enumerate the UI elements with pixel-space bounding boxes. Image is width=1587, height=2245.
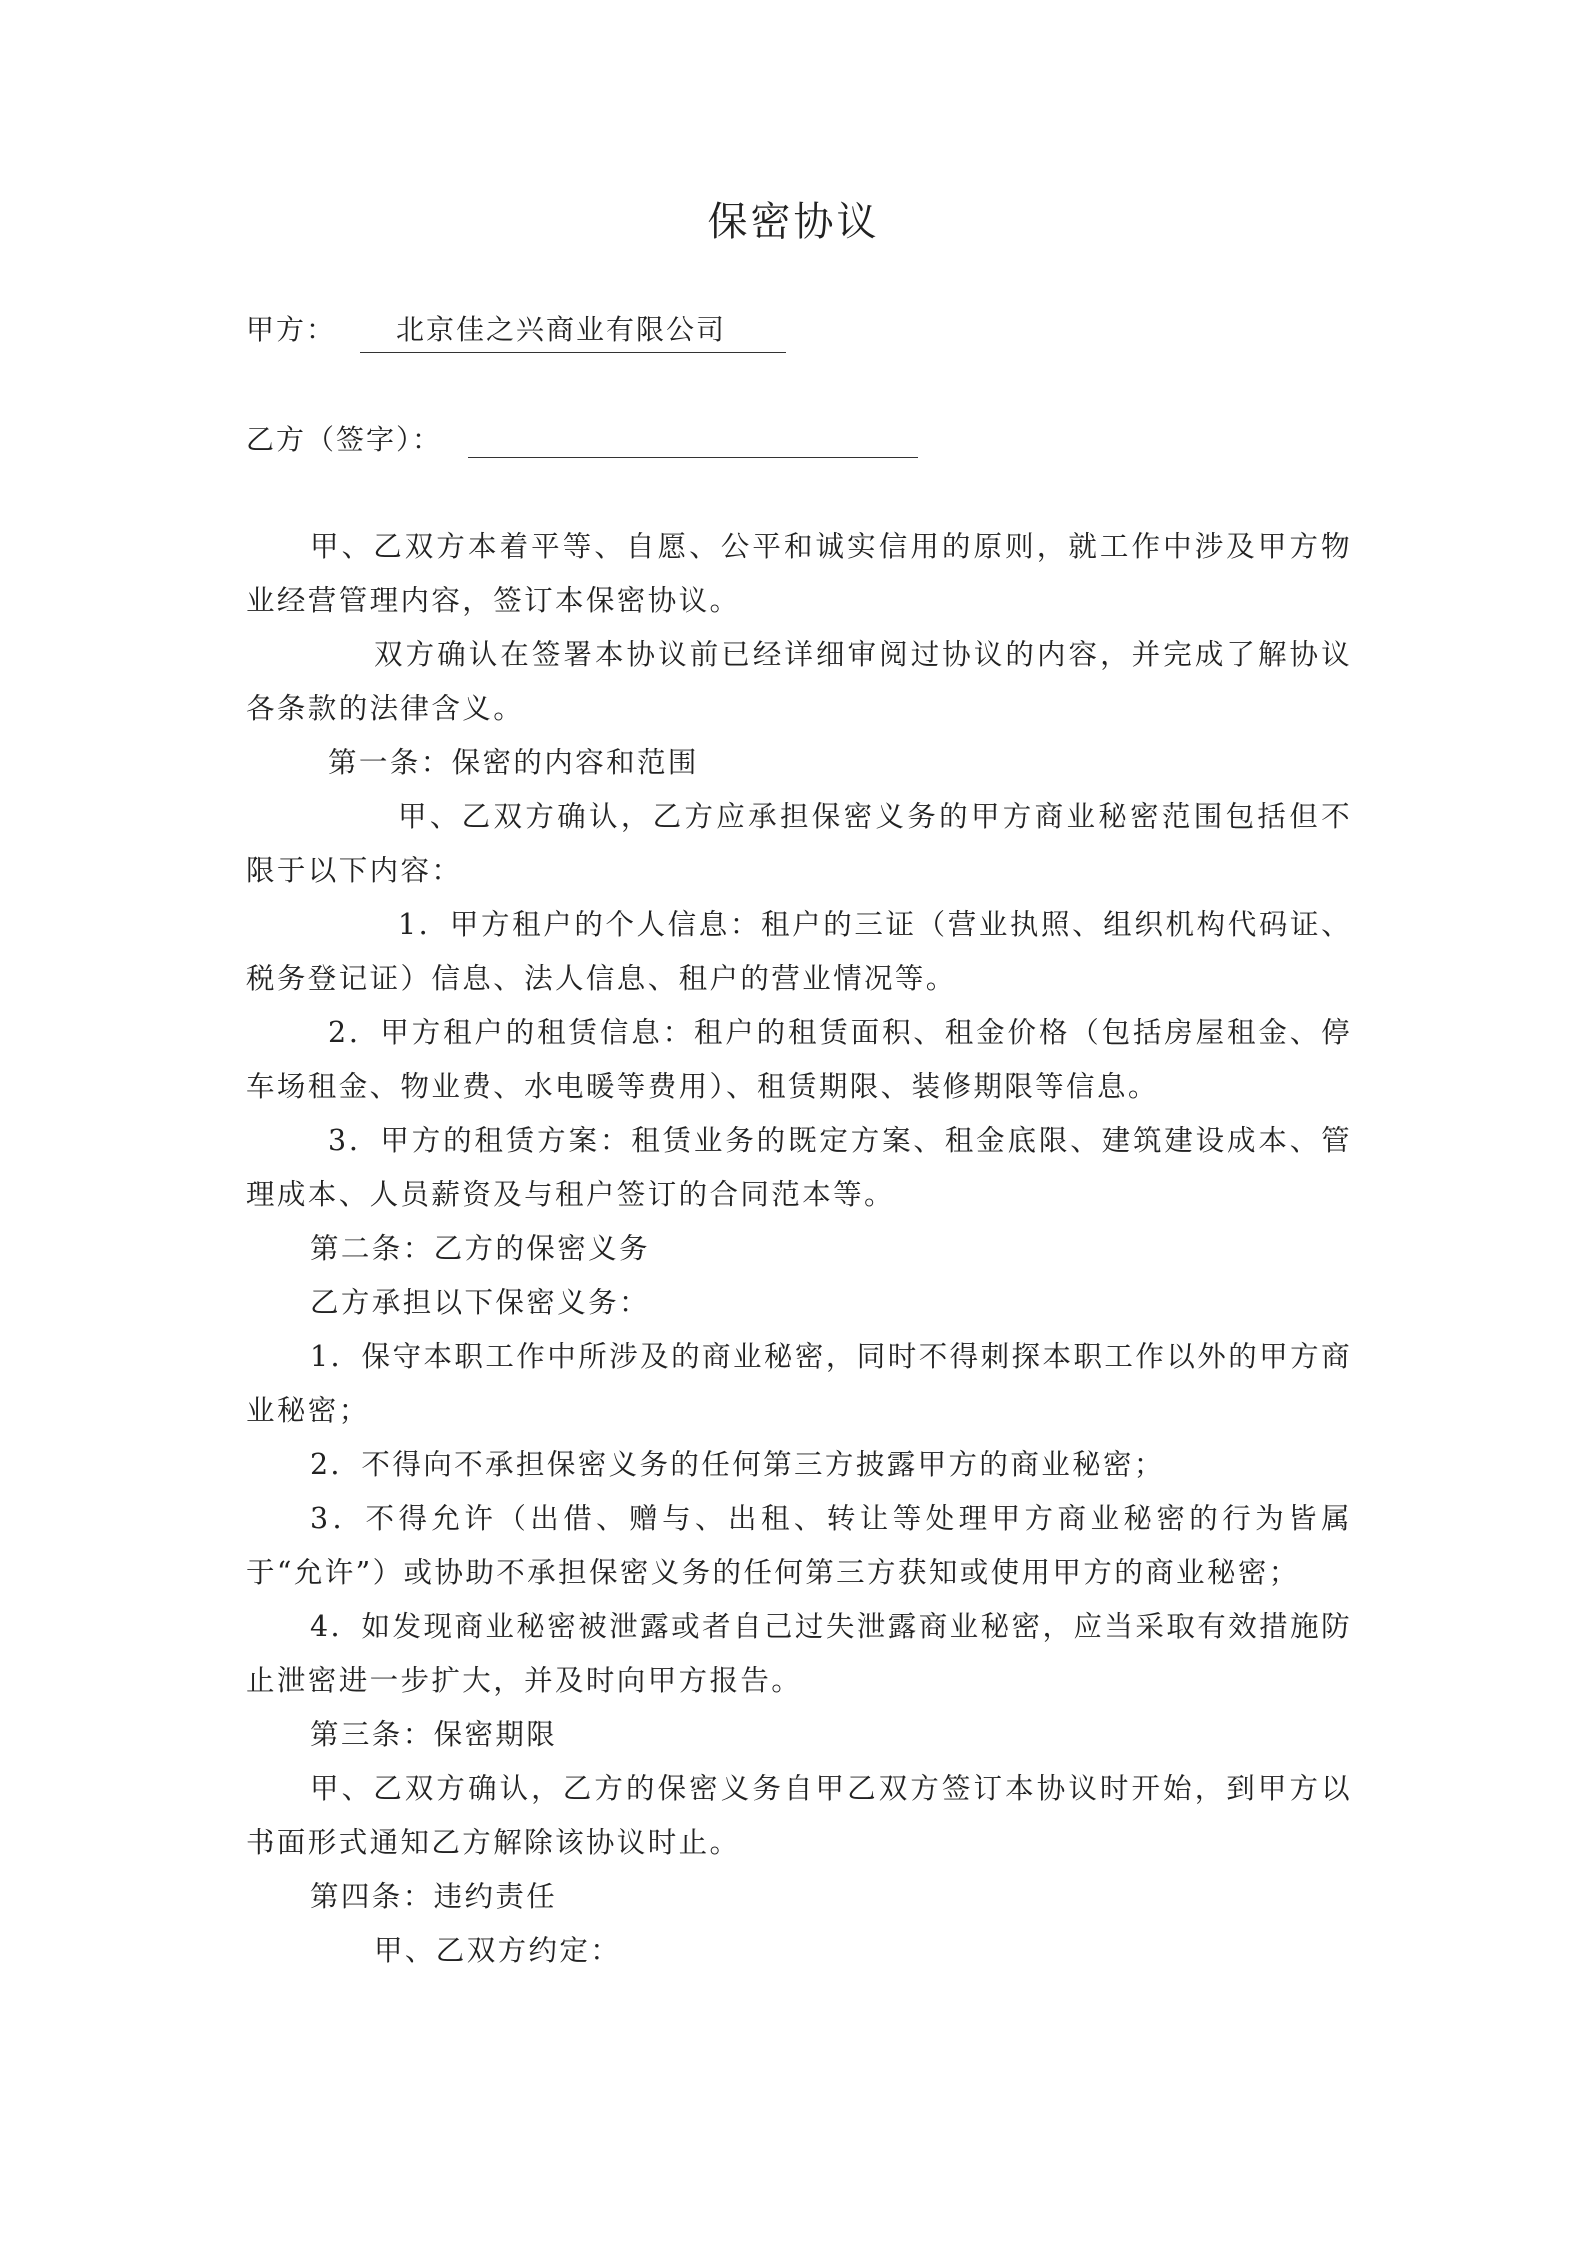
intro-paragraph: 甲、乙双方本着平等、自愿、公平和诚实信用的原则，就工作中涉及甲方物业经营管理内容，签订本保密协议。 bbox=[246, 530, 1352, 617]
party-b-signature-blank bbox=[468, 427, 918, 458]
article-2-intro: 乙方承担以下保密义务： bbox=[310, 1286, 650, 1319]
article-1-item-3: 3．甲方的租赁方案：租赁业务的既定方案、租金底限、建筑建设成本、管理成本、人员薪资及与租户签订的合同范本等。 bbox=[246, 1124, 1352, 1211]
article-1-item-2: 2．甲方租户的租赁信息：租户的租赁面积、租金价格（包括房屋租金、停车场租金、物业费、水电暖等费用）、租赁期限、装修期限等信息。 bbox=[246, 1016, 1352, 1103]
article-1-item-1: 1．甲方租户的个人信息：租户的三证（营业执照、组织机构代码证、税务登记证）信息、法人信息、租户的营业情况等。 bbox=[246, 908, 1352, 995]
article-1-heading: 第一条：保密的内容和范围 bbox=[328, 746, 699, 779]
document-title: 保密协议 bbox=[707, 199, 880, 245]
party-b-line bbox=[246, 418, 918, 458]
party-a-label: 甲方： bbox=[246, 313, 337, 346]
agreement-body bbox=[246, 520, 1352, 1978]
party-b-label: 乙方（签字）： bbox=[246, 423, 443, 456]
article-2-item-3: 3．不得允许（出借、赠与、出租、转让等处理甲方商业秘密的行为皆属于“允许”）或协助不承担保密义务的任何第三方获知或使用甲方的商业秘密； bbox=[246, 1502, 1352, 1589]
article-2-heading: 第二条：乙方的保密义务 bbox=[310, 1232, 650, 1265]
article-3-heading: 第三条：保密期限 bbox=[310, 1718, 558, 1751]
article-3-body: 甲、乙双方确认，乙方的保密义务自甲乙双方签订本协议时开始，到甲方以书面形式通知乙方解除该协议时止。 bbox=[246, 1772, 1352, 1859]
article-2-item-2: 2．不得向不承担保密义务的任何第三方披露甲方的商业秘密； bbox=[310, 1448, 1165, 1481]
party-a-line bbox=[246, 308, 786, 353]
article-1-intro: 甲、乙双方确认，乙方应承担保密义务的甲方商业秘密范围包括但不限于以下内容： bbox=[246, 800, 1352, 887]
article-2-item-4: 4．如发现商业秘密被泄露或者自己过失泄露商业秘密，应当采取有效措施防止泄密进一步扩大，并及时向甲方报告。 bbox=[246, 1610, 1352, 1697]
article-2-item-1: 1．保守本职工作中所涉及的商业秘密，同时不得刺探本职工作以外的甲方商业秘密； bbox=[246, 1340, 1352, 1427]
article-4-heading: 第四条：违约责任 bbox=[310, 1880, 558, 1913]
article-4-body: 甲、乙双方约定： bbox=[374, 1934, 622, 1967]
party-a-value: 北京佳之兴商业有限公司 bbox=[360, 308, 786, 353]
confirmation-paragraph: 双方确认在签署本协议前已经详细审阅过协议的内容，并完成了解协议各条款的法律含义。 bbox=[246, 638, 1352, 725]
